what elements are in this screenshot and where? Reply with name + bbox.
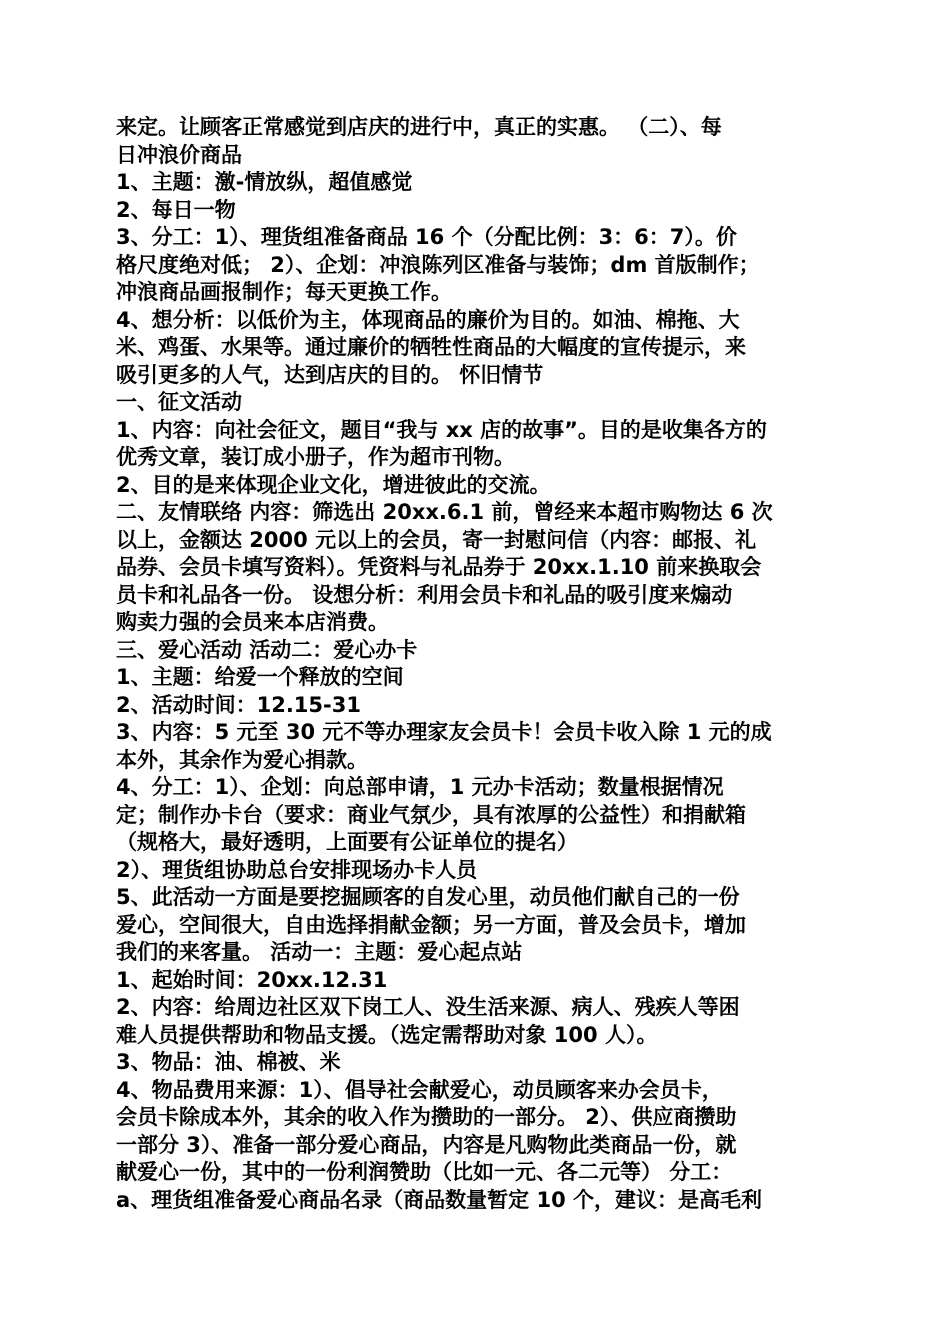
- text-line: 5、此活动一方面是要挖掘顾客的自发心里，动员他们献自己的一份: [116, 885, 740, 909]
- text-line: 2、目的是来体现企业文化，增进彼此的交流。: [116, 472, 551, 497]
- text-line: 员卡和礼品各一份。 设想分析：利用会员卡和礼品的吸引度来煽动: [116, 582, 733, 607]
- text-line: 格尺度绝对低； 2）、企划：冲浪陈列区准备与装饰；dm 首版制作；: [116, 252, 760, 277]
- text-line: 一部分 3）、准备一部分爱心商品，内容是凡购物此类商品一份，就: [116, 1132, 737, 1157]
- text-line: 2、活动时间：12.15-31: [116, 692, 361, 717]
- text-line: 4、分工：1）、企划：向总部申请，1 元办卡活动；数量根据情况: [116, 775, 724, 799]
- text-line: 定；制作办卡台（要求：商业气氛少，具有浓厚的公益性）和捐献箱: [116, 802, 746, 827]
- text-line: 难人员提供帮助和物品支援。（选定需帮助对象 100 人）。: [116, 1022, 658, 1047]
- text-line: 2、每日一物: [116, 197, 236, 222]
- text-line: （规格大，最好透明，上面要有公证单位的提名）: [116, 830, 578, 854]
- text-line: 米、鸡蛋、水果等。通过廉价的牺牲性商品的大幅度的宣传提示，来: [116, 335, 746, 359]
- text-line: 1、起始时间：20xx.12.31: [116, 967, 388, 992]
- text-line: 品券、会员卡填写资料）。凭资料与礼品券于 20xx.1.10 前来换取会: [116, 555, 762, 579]
- text-line: 三、爱心活动 活动二：爱心办卡: [116, 637, 418, 662]
- text-line: 4、物品费用来源：1）、倡导社会献爱心，动员顾客来办会员卡，: [116, 1077, 723, 1102]
- text-line: 购卖力强的会员来本店消费。: [116, 610, 389, 634]
- text-line: 1、内容：向社会征文，题目“我与 xx 店的故事”。目的是收集各方的: [116, 417, 767, 442]
- text-line: 本外，其余作为爱心捐款。: [116, 747, 368, 772]
- text-line: 吸引更多的人气，达到店庆的目的。 怀旧情节: [116, 362, 544, 387]
- text-line: 来定。让顾客正常感觉到店庆的进行中，真正的实惠。 （二）、每: [116, 115, 722, 139]
- text-line: 我们的来客量。 活动一：主题：爱心起点站: [116, 940, 523, 964]
- text-line: 冲浪商品画报制作；每天更换工作。: [116, 280, 452, 304]
- text-line: 献爱心一份，其中的一份利润赞助（比如一元、各二元等） 分工：: [116, 1160, 733, 1184]
- text-line: 一、征文活动: [116, 390, 242, 414]
- text-line: 1、主题：给爱一个释放的空间: [116, 665, 404, 689]
- text-line: 2）、理货组协助总台安排现场办卡人员: [116, 857, 478, 882]
- text-line: 3、分工：1）、理货组准备商品 16 个（分配比例：3：6：7）。价: [116, 225, 737, 249]
- text-line: 2、内容：给周边社区双下岗工人、没生活来源、病人、残疾人等困: [116, 995, 740, 1019]
- text-line: 优秀文章，装订成小册子，作为超市刊物。: [116, 445, 515, 469]
- text-line: 会员卡除成本外，其余的收入作为攒助的一部分。 2）、供应商攒助: [116, 1105, 737, 1129]
- text-line: 爱心，空间很大，自由选择捐献金额；另一方面，普及会员卡，增加: [116, 912, 746, 937]
- text-line: 3、内容：5 元至 30 元不等办理家友会员卡！会员卡收入除 1 元的成: [116, 720, 772, 744]
- text-line: 以上，金额达 2000 元以上的会员，寄一封慰问信（内容：邮报、礼: [116, 527, 757, 552]
- text-line: 日冲浪价商品: [116, 142, 242, 167]
- text-line: a、理货组准备爱心商品名录（商品数量暂定 10 个，建议：是高毛利: [116, 1187, 763, 1212]
- text-line: 3、物品：油、棉被、米: [116, 1050, 341, 1074]
- text-line: 二、友情联络 内容：筛选出 20xx.6.1 前，曾经来本超市购物达 6 次: [116, 500, 773, 524]
- document-body: [116, 114, 840, 1214]
- text-line: 4、想分析：以低价为主，体现商品的廉价为目的。如油、棉拖、大: [116, 307, 740, 332]
- text-line: 1、主题：激-情放纵，超值感觉: [116, 170, 413, 194]
